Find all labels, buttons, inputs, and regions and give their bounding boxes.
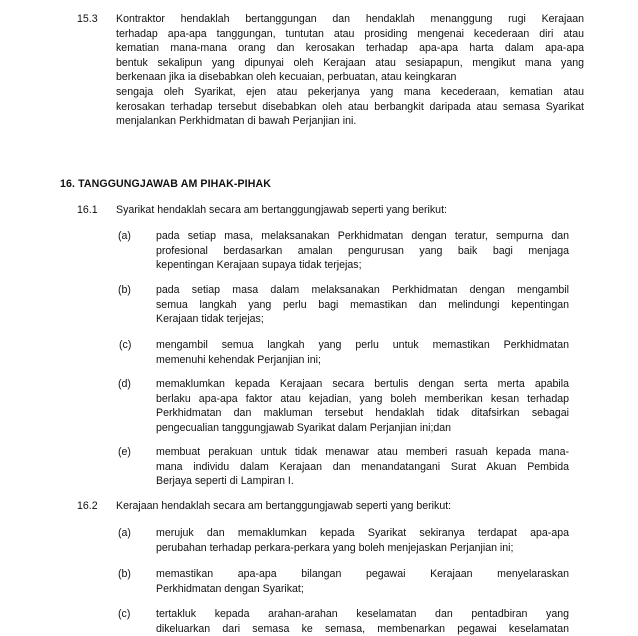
text-line: bentuk sekalipun yang dipunyai oleh Kerajaan atau sesiapapun, mengikut mana yang: [116, 56, 584, 69]
list-item: [156, 338, 569, 367]
text-line: pada setiap masa, melaksanakan Perkhidmatan dengan teratur, sempurna dan: [156, 230, 569, 242]
text-line: terhadap apa-apa tanggungan, tuntutan atau prosiding mengenai kecederaan diri atau: [116, 27, 584, 40]
text-line: memaklumkan kepada Kerajaan secara bertulis dengan serta merta apabila: [156, 378, 569, 390]
clause-text: [116, 12, 584, 129]
text-line: merujuk dan memaklumkan kepada Syarikat sekiranya terdapat apa-apa: [156, 527, 569, 539]
clause-intro: Syarikat hendaklah secara am bertanggungjawab seperti yang berikut:: [116, 204, 447, 216]
item-label: (a): [118, 230, 131, 242]
text-line: tertakluk kepada arahan-arahan keselamatan dan pentadbiran yang: [156, 608, 569, 620]
text-line: pengecualian tanggungjawab Syarikat dalam Perjanjian ini;dan: [156, 421, 452, 434]
text-line: berlaku apa-apa faktor atau kejadian, yang boleh memberikan kesan terhadap: [156, 392, 569, 405]
text-line: Kerajaan tidak terjejas;: [156, 313, 264, 326]
clause-number: 16.1: [77, 204, 98, 216]
text-line: semua langkah yang perlu bagi memastikan dan melindungi kepentingan: [156, 298, 569, 311]
section-heading: 16. TANGGUNGJAWAB AM PIHAK-PIHAK: [60, 178, 271, 190]
text-line: memastikan apa-apa bilangan pegawai Kerajaan menyelaraskan: [156, 568, 569, 580]
list-item: [156, 607, 569, 636]
item-label: (e): [118, 446, 131, 458]
text-line: Perkhidmatan dengan Syarikat;: [156, 582, 304, 595]
text-line: profesional berdasarkan amalan pengurusan yang baik bagi menjaga: [156, 244, 569, 257]
text-line: kematian mana-mana orang dan kerosakan terhadap apa-apa harta dalam apa-apa: [116, 42, 584, 55]
clause-number: 15.3: [77, 13, 98, 25]
item-label: (c): [118, 608, 131, 620]
list-item: [156, 377, 569, 435]
item-label: (b): [118, 568, 131, 580]
clause-intro: Kerajaan hendaklah secara am bertanggungjawab seperti yang berikut:: [116, 500, 452, 512]
text-line: Perkhidmatan dan makluman tersebut hendaklah tidak ditafsirkan sebagai: [156, 407, 569, 420]
text-line: memenuhi kehendak Perjanjian ini;: [156, 353, 321, 366]
list-item: [156, 229, 569, 273]
text-line: kerosakan terhadap tersebut disebabkan oleh atau berbangkit daripada atau semasa Syarikat: [116, 100, 584, 113]
item-label: (a): [118, 527, 131, 539]
list-item: [156, 567, 569, 596]
list-item: [156, 445, 569, 489]
text-line: Berjaya seperti di Lampiran I.: [156, 475, 294, 488]
clause-number: 16.2: [77, 500, 98, 512]
list-item: [156, 283, 569, 327]
text-line: perubahan terhadap perkara-perkara yang boleh menjejaskan Perjanjian ini;: [156, 541, 514, 554]
text-line: pada setiap masa dalam melaksanakan Perkhidmatan dengan mengambil: [156, 284, 569, 296]
item-label: (c): [119, 339, 132, 351]
text-line: dikeluarkan dari semasa ke semasa, membenarkan pegawai keselamatan: [156, 622, 569, 635]
item-label: (b): [118, 284, 131, 296]
text-line: membuat perakuan untuk tidak menawar atau memberi rasuah kepada mana-: [156, 446, 569, 458]
item-label: (d): [118, 378, 131, 390]
text-line: berkenaan jika ia disebabkan oleh kecuaian, perbuatan, atau keingkaran: [116, 71, 457, 84]
text-line: menjalankan Perkhidmatan di bawah Perjanjian ini.: [116, 115, 357, 128]
text-line: mengambil semua langkah yang perlu untuk memastikan Perkhidmatan: [156, 339, 569, 351]
text-line: mana individu dalam Kerajaan dan menandatangani Surat Akuan Pembida: [156, 460, 569, 473]
text-line: Kontraktor hendaklah bertanggungan dan hendaklah menanggung rugi Kerajaan: [116, 13, 584, 25]
list-item: [156, 526, 569, 555]
text-line: sengaja oleh Syarikat, ejen atau pekerjanya yang mana kecederaan, kematian atau: [116, 85, 584, 98]
text-line: kepentingan Kerajaan supaya tidak terjejas;: [156, 259, 362, 272]
